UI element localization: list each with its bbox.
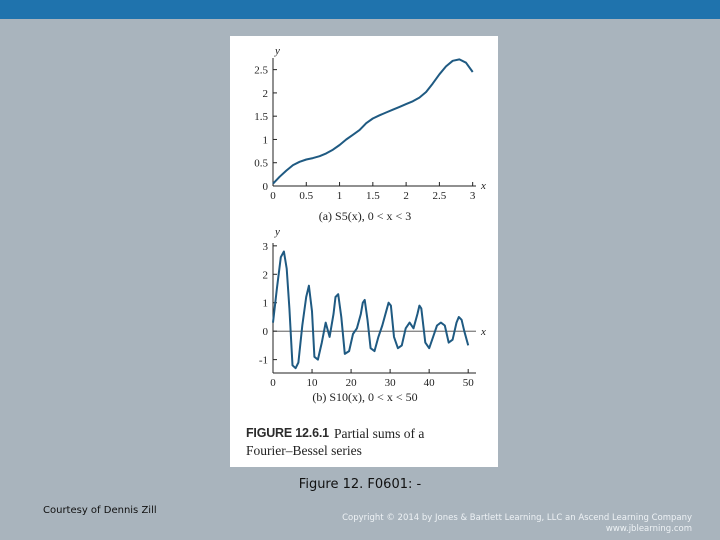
chart-a-y-tick-label: 0.5 xyxy=(254,157,268,170)
chart-b-y-tick-label: 3 xyxy=(262,240,268,253)
slide-figure-title: Figure 12. F0601: - xyxy=(298,477,422,492)
chart-a-x-tick-label: 1 xyxy=(336,190,343,202)
chart-b-y-tick-label: 0 xyxy=(262,326,268,339)
figure-caption-text-line2: Fourier–Bessel series xyxy=(246,443,362,458)
chart-b-y-tick-label: 1 xyxy=(262,297,268,310)
chart-a-y-tick-label: 2 xyxy=(262,87,268,100)
chart-b-series-line xyxy=(273,252,468,369)
chart-b-x-tick-label: 10 xyxy=(306,377,318,389)
copyright-notice xyxy=(342,513,692,535)
copyright-line2: www.jblearning.com xyxy=(605,524,692,534)
figure-caption-text-line1: Partial sums of a xyxy=(334,426,425,441)
courtesy-credit: Courtesy of Dennis Zill xyxy=(43,505,157,516)
chart-b-x-tick-label: 30 xyxy=(384,377,396,389)
copyright-line1: Copyright © 2014 by Jones & Bartlett Learning, LLC an Ascend Learning Company xyxy=(342,513,692,523)
chart-a xyxy=(254,45,486,223)
chart-a-y-tick-label: 1.5 xyxy=(254,111,268,124)
chart-a-x-tick-label: 2.5 xyxy=(432,190,447,202)
chart-b-y-label: y xyxy=(275,226,280,238)
chart-b-x-tick-label: 40 xyxy=(423,377,435,389)
chart-b xyxy=(259,226,486,404)
chart-b-x-tick-label: 20 xyxy=(345,377,357,389)
chart-b-y-tick-label: 2 xyxy=(262,269,268,282)
chart-a-y-tick-label: 0 xyxy=(262,181,268,193)
chart-b-x-tick-label: 0 xyxy=(270,377,276,389)
chart-a-x-tick-label: 0 xyxy=(270,190,276,202)
top-accent-bar xyxy=(0,0,720,19)
chart-a-x-tick-label: 1.5 xyxy=(365,190,380,202)
chart-a-x-tick-label: 0.5 xyxy=(299,190,314,202)
chart-a-series-line xyxy=(273,59,473,183)
chart-b-subtitle: (b) S10(x), 0 < x < 50 xyxy=(312,390,418,404)
chart-a-subtitle: (a) S5(x), 0 < x < 3 xyxy=(318,209,412,223)
figure-card xyxy=(230,36,498,467)
chart-a-x-label: x xyxy=(481,180,486,192)
chart-a-x-tick-label: 2 xyxy=(403,190,409,202)
chart-a-y-tick-label: 1 xyxy=(262,134,268,147)
chart-a-y-label: y xyxy=(275,45,280,57)
chart-b-x-tick-label: 50 xyxy=(462,377,474,389)
chart-b-y-tick-label: -1 xyxy=(258,354,268,367)
figure-charts xyxy=(230,36,498,467)
chart-b-x-label: x xyxy=(481,326,486,339)
figure-caption-label: FIGURE 12.6.1 xyxy=(246,426,329,440)
chart-a-x-tick-label: 3 xyxy=(469,190,476,202)
chart-a-y-tick-label: 2.5 xyxy=(254,64,268,77)
